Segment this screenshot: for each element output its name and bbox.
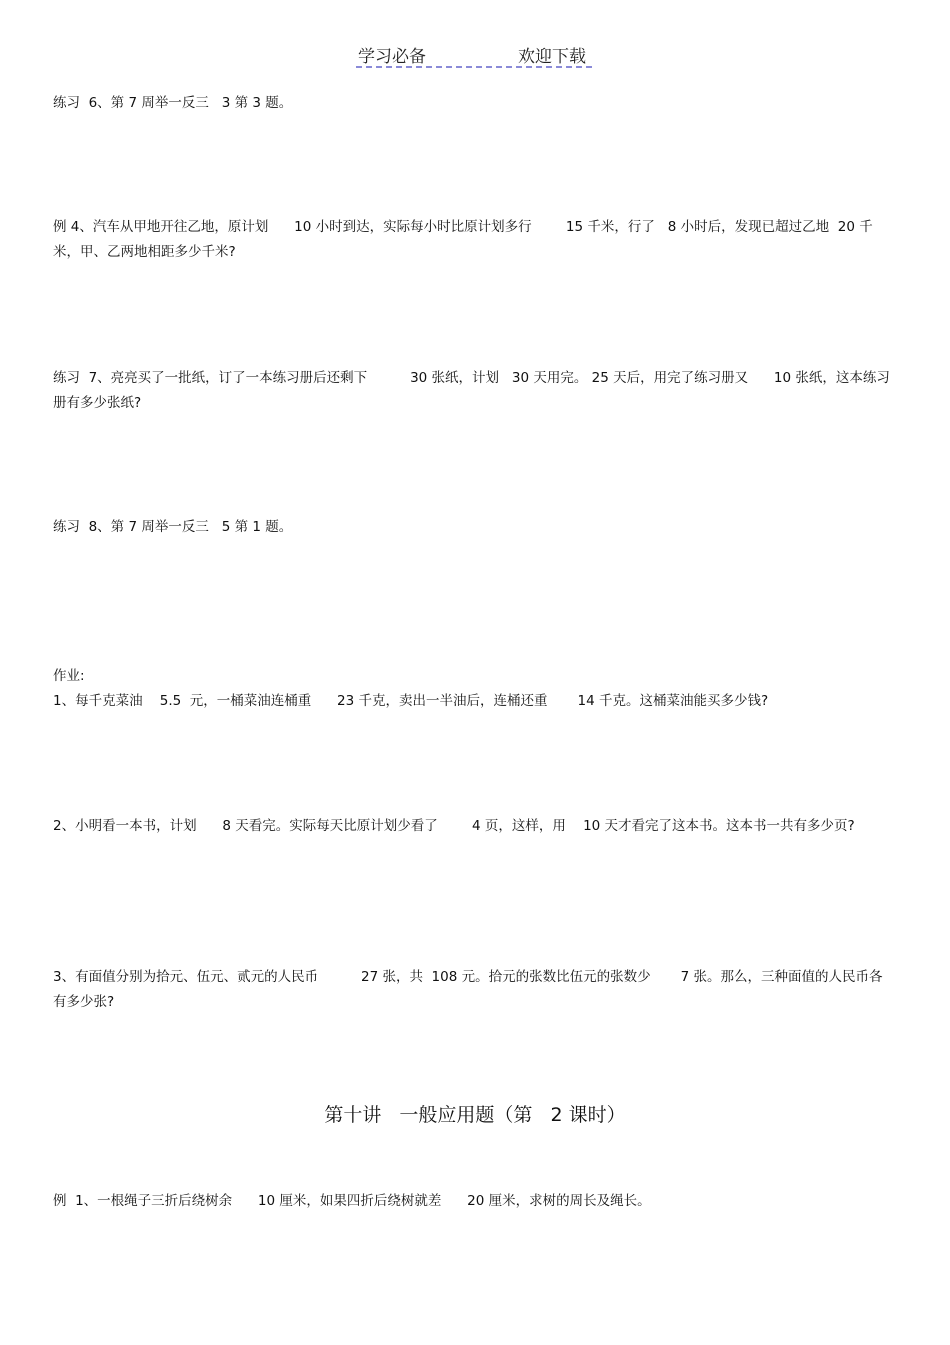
example-1: 例 1、一根绳子三折后绕树余 10 厘米，如果四折后绕树就差 20 厘米，求树的周长及绳长。 xyxy=(53,1193,651,1209)
header-left-text: 学习必备 xyxy=(358,47,426,67)
lecture-title: 第十讲 一般应用题（第 2 课时） xyxy=(324,1104,626,1126)
homework-label: 作业: xyxy=(53,668,85,684)
practice-6: 练习 6、第 7 周举一反三 3 第 3 题。 xyxy=(53,95,293,111)
practice-8: 练习 8、第 7 周举一反三 5 第 1 题。 xyxy=(53,519,293,535)
homework-3: 3、有面值分别为拾元、伍元、贰元的人民币 27 张，共 108 元。拾元的张数比伍元的张数少 7 张。那么，三种面值的人民币各有多少张? xyxy=(53,969,883,1010)
example-4: 例 4、汽车从甲地开往乙地，原计划 10 小时到达，实际每小时比原计划多行 15 千米，行了 8 小时后，发现已超过乙地 20 千米，甲、乙两地相距多少千米? xyxy=(53,219,873,260)
page-header xyxy=(356,40,592,68)
homework-2: 2、小明看一本书，计划 8 天看完。实际每天比原计划少看了 4 页，这样，用 10 天才看完了这本书。这本书一共有多少页? xyxy=(53,818,855,834)
practice-7: 练习 7、亮亮买了一批纸，订了一本练习册后还剩下 30 张纸，计划 30 天用完。 25 天后，用完了练习册又 10 张纸，这本练习册有多少张纸? xyxy=(53,370,890,411)
homework-1: 1、每千克菜油 5.5 元，一桶菜油连桶重 23 千克，卖出一半油后，连桶还重 14 千克。这桶菜油能买多少钱? xyxy=(53,693,769,709)
header-right-text: 欢迎下载 xyxy=(518,47,586,67)
